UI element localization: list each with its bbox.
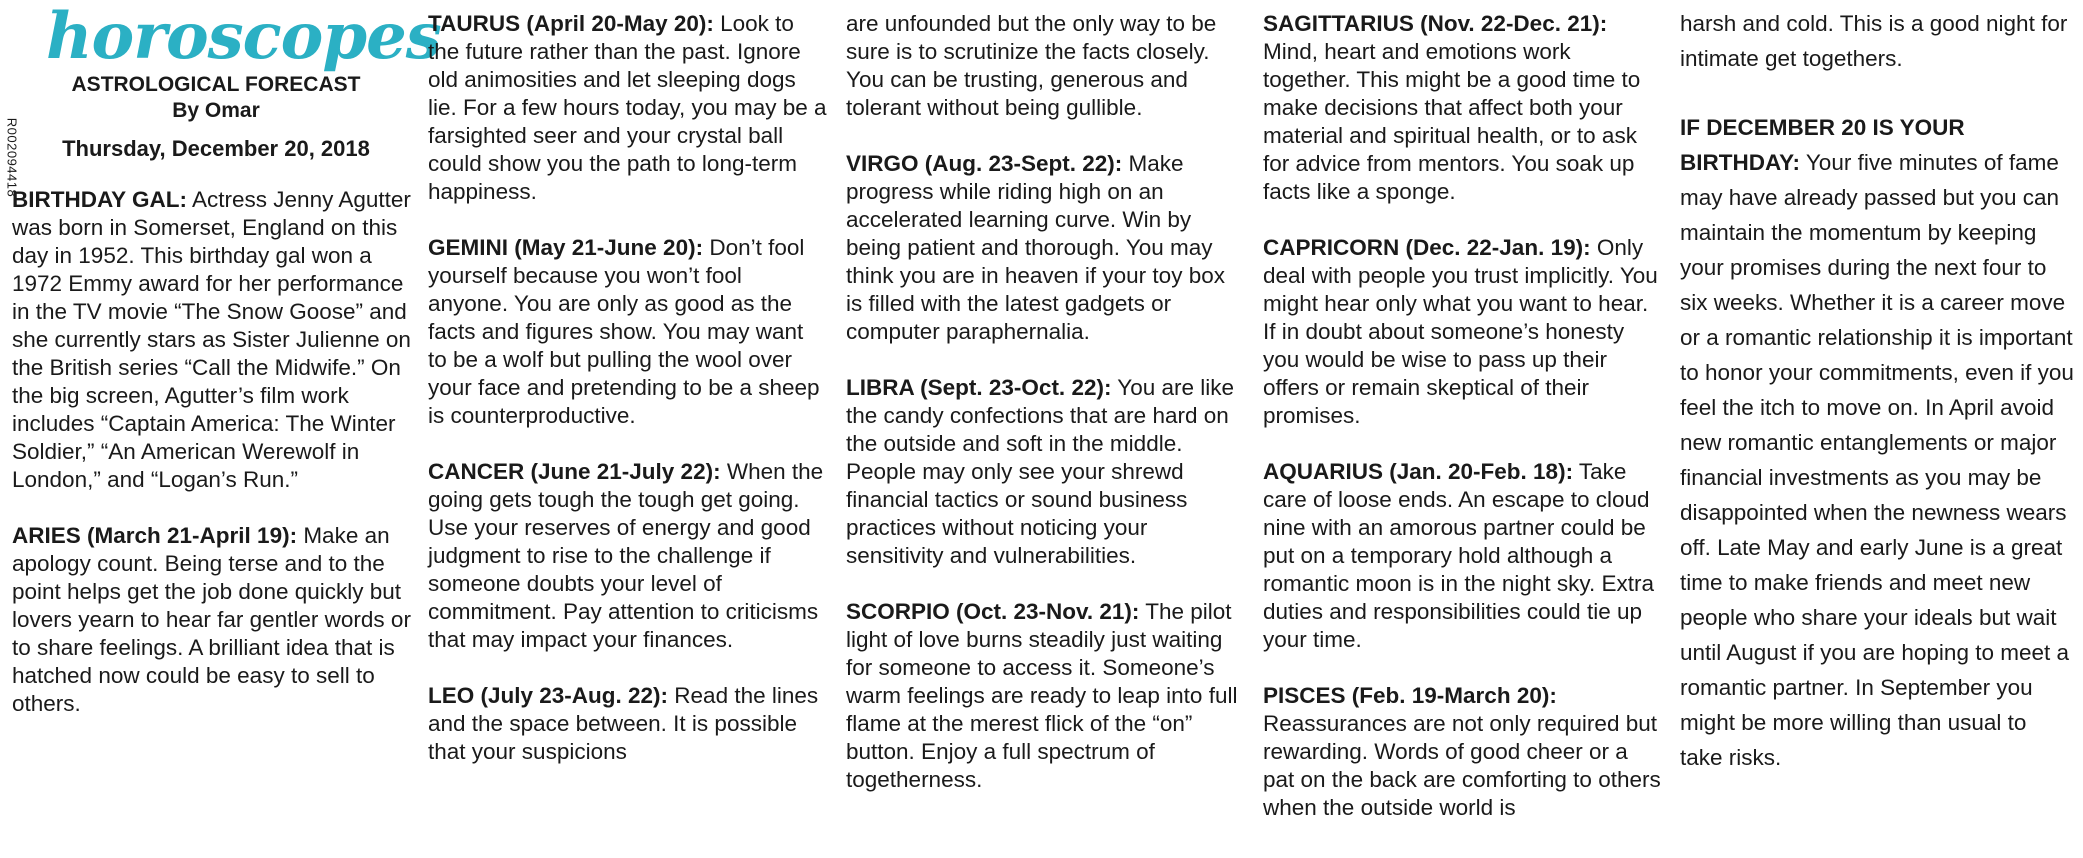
entry-heading: IF DECEMBER 20 IS YOUR BIRTHDAY: xyxy=(1680,115,1965,175)
entry-text: Mind, heart and emotions work together. This might be a good time to make decisions that affect both your material and spiritual health, or to ask for advice from mentors. You soak up facts like a sponge. xyxy=(1263,39,1641,204)
entry-heading: BIRTHDAY GAL: xyxy=(12,187,188,212)
entry-heading: SAGITTARIUS (Nov. 22-Dec. 21): xyxy=(1263,11,1608,36)
entry-heading: PISCES (Feb. 19-March 20): xyxy=(1263,683,1557,708)
entry-text: Make an apology count. Being terse and to the point helps get the job done quickly but lovers yearn to hear far gentler words or to share feelings. A brilliant idea that is hatched now could be easy to sell to others. xyxy=(12,523,411,716)
entry-text: Read the lines and the space between. It is possible that your suspicions xyxy=(428,683,819,764)
entry-heading: LIBRA (Sept. 23-Oct. 22): xyxy=(846,375,1112,400)
entry-taurus xyxy=(428,10,828,206)
entry-heading: GEMINI (May 21-June 20): xyxy=(428,235,704,260)
entry-leo xyxy=(428,682,828,766)
entry-heading: TAURUS (April 20-May 20): xyxy=(428,11,714,36)
entry-text: When the going gets tough the tough get going. Use your reserves of energy and good judgment to rise to the challenge if someone doubts your level of commitment. Pay attention to criticisms that may impact your finances. xyxy=(428,459,824,652)
entry-text: You are like the candy confections that are hard on the outside and soft in the middle. People may only see your shrewd financial tactics or sound business practices without noticing your sensitivity and vulnerabilities. xyxy=(846,375,1235,568)
entry-pisces-continued xyxy=(1680,6,2075,76)
horoscopes-logo: horoscopes xyxy=(46,0,441,74)
entry-gemini xyxy=(428,234,828,430)
reference-code: R002094418 xyxy=(4,117,20,198)
entry-text: Look to the future rather than the past. Ignore old animosities and let sleeping dogs lie. For a few hours today, you may be a farsighted seer and your crystal ball could show you the path to long-term happiness. xyxy=(428,11,827,204)
entry-heading: LEO (July 23-Aug. 22): xyxy=(428,683,669,708)
entry-birthday-gal xyxy=(12,186,412,494)
entry-sagittarius xyxy=(1263,10,1663,206)
entry-text: are unfounded but the only way to be sure is to scrutinize the facts closely. You can be trusting, generous and tolerant without being gullible. xyxy=(846,11,1217,120)
entry-text: harsh and cold. This is a good night for intimate get togethers. xyxy=(1680,11,2068,71)
column-2 xyxy=(428,10,828,794)
entry-text: Make progress while riding high on an accelerated learning curve. Win by being patient and thorough. You may think you are in heaven if your toy box is filled with the latest gadgets or computer paraphernalia. xyxy=(846,151,1225,344)
entry-capricorn xyxy=(1263,234,1663,430)
entry-pisces xyxy=(1263,682,1663,822)
entry-text: Your five minutes of fame may have already passed but you can maintain the momentum by keeping your promises during the next four to six weeks. Whether it is a career move or a romantic relationship it is important to honor your commitments, even if you feel the itch to move on. In April avoid new romantic entanglements or major financial investments as you may be disappointed when the newness wears off. Late May and early June is a great time to make friends and meet new people who share your ideals but wait until August if you are hoping to meet a romantic partner. In September you might be more willing than usual to take risks. xyxy=(1680,150,2074,770)
entry-heading: CAPRICORN (Dec. 22-Jan. 19): xyxy=(1263,235,1591,260)
entry-heading: CANCER (June 21-July 22): xyxy=(428,459,721,484)
entry-heading: VIRGO (Aug. 23-Sept. 22): xyxy=(846,151,1123,176)
entry-libra xyxy=(846,374,1246,570)
column-1 xyxy=(12,0,441,746)
dateline: Thursday, December 20, 2018 xyxy=(62,136,370,161)
masthead xyxy=(46,0,441,162)
entry-text: Actress Jenny Agutter was born in Somerset, England on this day in 1952. This birthday gal won a 1972 Emmy award for her performance in the TV movie “The Snow Goose” and she currently stars as Sister Julienne on the British series “Call the Midwife.” On the big screen, Agutter’s film work includes “Captain America: The Winter Soldier,” “An American Werewolf in London,” and “Logan’s Run.” xyxy=(12,187,411,492)
entry-text: Reassurances are not only required but rewarding. Words of good cheer or a pat on the back are comforting to others when the outside world is xyxy=(1263,711,1661,820)
column-3 xyxy=(846,10,1246,822)
entry-birthday xyxy=(1680,110,2075,775)
entry-text: The pilot light of love burns steadily just waiting for someone to access it. Someone’s warm feelings are ready to leap into full flame at the merest flick of the “on” button. Enjoy a full spectrum of togetherness. xyxy=(846,599,1238,792)
entry-text: Don’t fool yourself because you won’t fool anyone. You are only as good as the facts and figures show. You may want to be a wolf but pulling the wool over your face and pretending to be a sheep is counterproductive. xyxy=(428,235,820,428)
entry-heading: SCORPIO (Oct. 23-Nov. 21): xyxy=(846,599,1140,624)
entry-text: Only deal with people you trust implicitly. You might hear only what you want to hear. If in doubt about someone’s honesty you would be wise to pass up their offers or remain skeptical of their promises. xyxy=(1263,235,1658,428)
entry-cancer xyxy=(428,458,828,654)
entry-scorpio xyxy=(846,598,1246,794)
entry-leo-continued xyxy=(846,10,1246,122)
entry-aries xyxy=(12,522,412,718)
entry-aquarius xyxy=(1263,458,1663,654)
column-4 xyxy=(1263,10,1663,850)
section-subtitle: ASTROLOGICAL FORECAST xyxy=(71,73,361,96)
byline: By Omar xyxy=(172,99,260,122)
entry-heading: AQUARIUS (Jan. 20-Feb. 18): xyxy=(1263,459,1574,484)
entry-heading: ARIES (March 21-April 19): xyxy=(12,523,298,548)
entry-virgo xyxy=(846,150,1246,346)
column-5 xyxy=(1680,6,2075,809)
entry-text: Take care of loose ends. An escape to cloud nine with an amorous partner could be put on a temporary hold although a romantic moon is in the night sky. Extra duties and responsibilities could tie up your time. xyxy=(1263,459,1654,652)
